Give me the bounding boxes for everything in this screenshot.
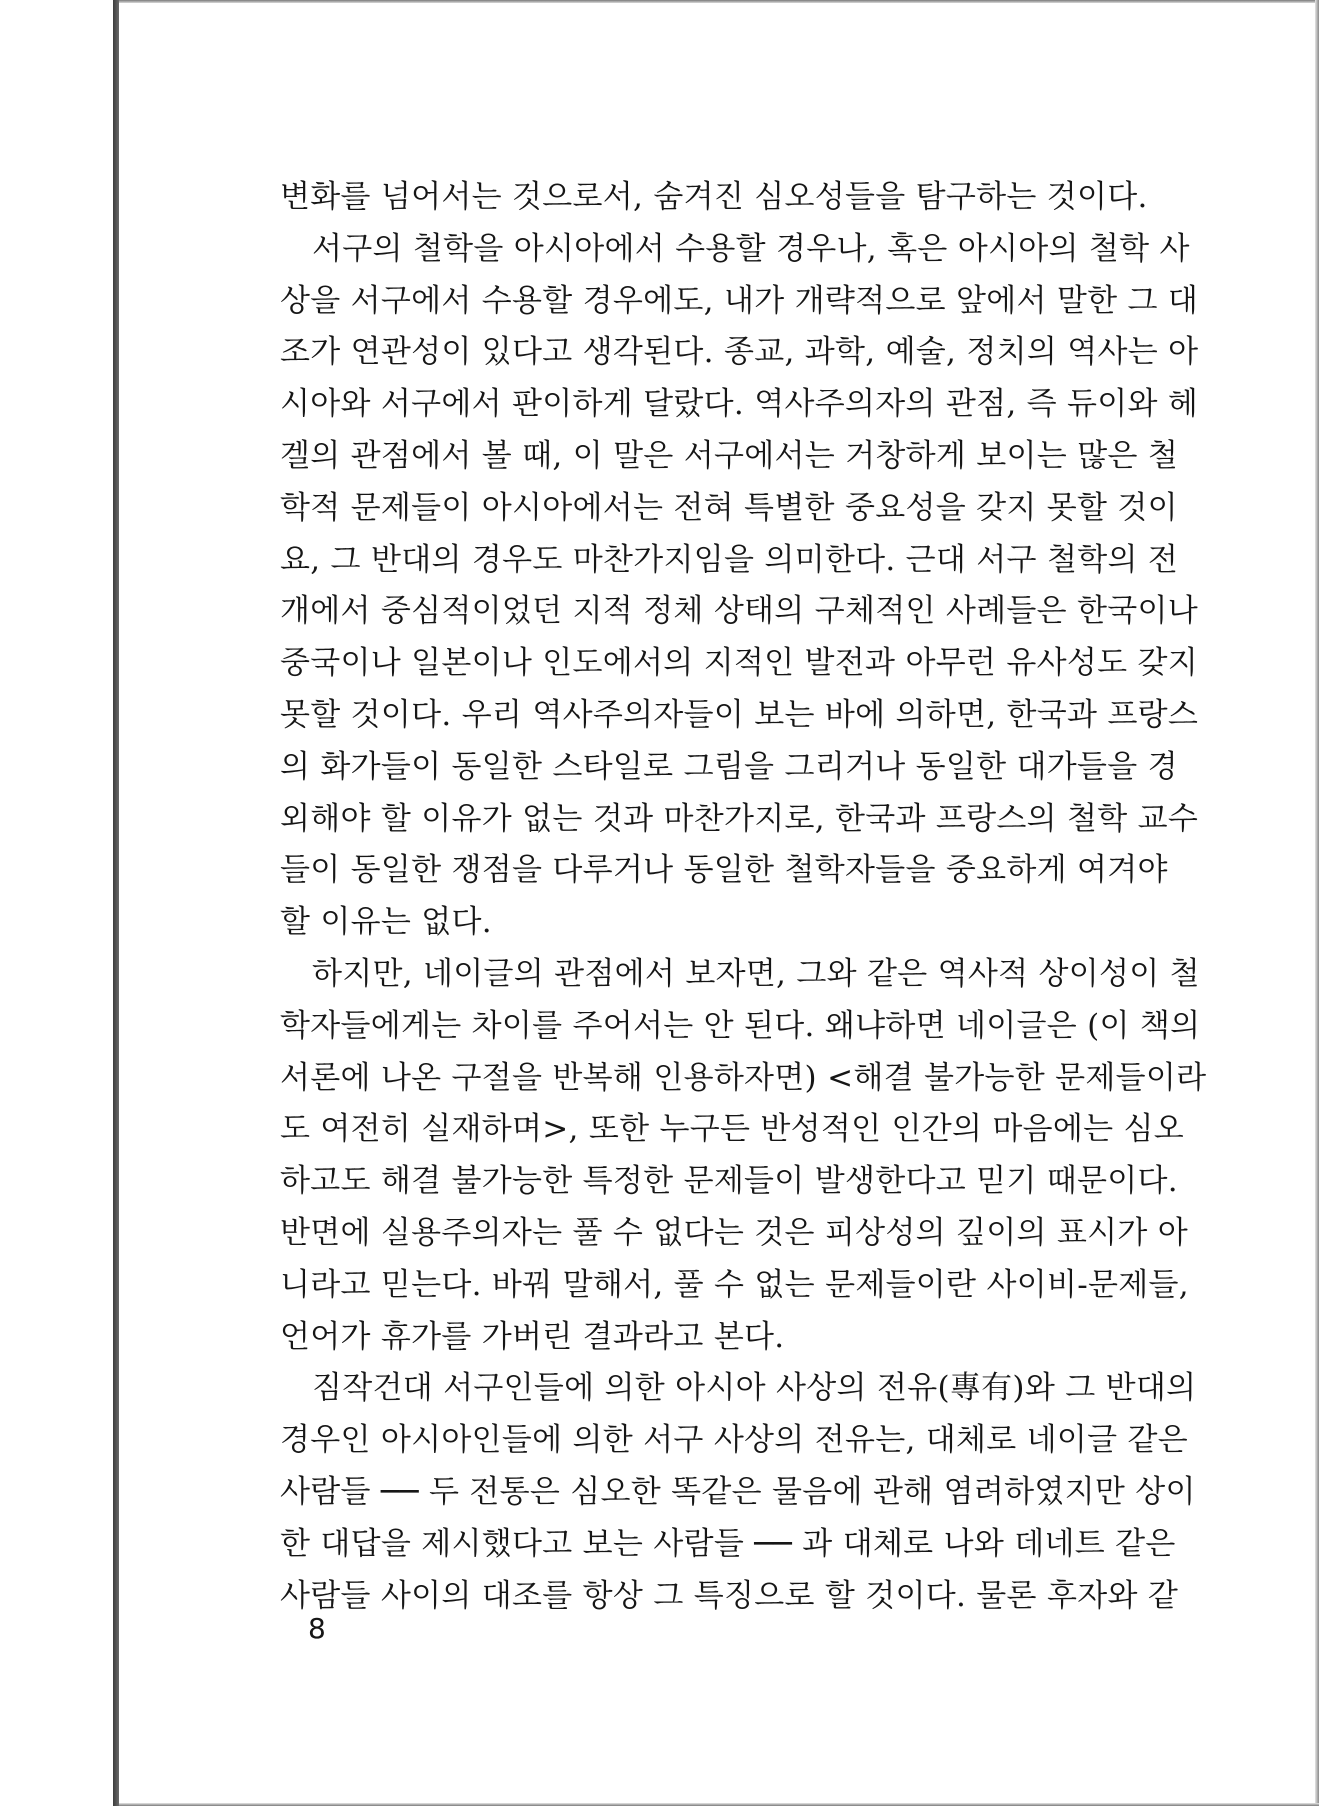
text-line: 들이 동일한 쟁점을 다루거나 동일한 철학자들을 중요하게 여겨야: [280, 852, 1168, 889]
text-line: 시아와 서구에서 판이하게 달랐다. 역사주의자의 관점, 즉 듀이와 헤: [280, 386, 1199, 423]
text-line: 상을 서구에서 수용할 경우에도, 내가 개략적으로 앞에서 말한 그 대: [280, 282, 1199, 319]
text-line: 한 대답을 제시했다고 보는 사람들 ── 과 대체로 나와 데네트 같은: [280, 1525, 1176, 1562]
text-line: 중국이나 일본이나 인도에서의 지적인 발전과 아무런 유사성도 갖지: [280, 645, 1198, 682]
text-line: 사람들 사이의 대조를 항상 그 특징으로 할 것이다. 물론 후자와 같: [280, 1577, 1179, 1614]
text-line: 서구의 철학을 아시아에서 수용할 경우나, 혹은 아시아의 철학 사: [312, 230, 1190, 267]
text-line: 조가 연관성이 있다고 생각된다. 종교, 과학, 예술, 정치의 역사는 아: [280, 334, 1199, 371]
text-line: 짐작건대 서구인들에 의한 아시아 사상의 전유(專有)와 그 반대의: [312, 1370, 1197, 1407]
text-line: 도 여전히 실재하며>, 또한 누구든 반성적인 인간의 마음에는 심오: [280, 1111, 1185, 1148]
text-line: 학자들에게는 차이를 주어서는 안 된다. 왜냐하면 네이글은 (이 책의: [280, 1007, 1201, 1044]
text-line: 못할 것이다. 우리 역사주의자들이 보는 바에 의하면, 한국과 프랑스: [280, 696, 1199, 733]
text-line: 학적 문제들이 아시아에서는 전혀 특별한 중요성을 갖지 못할 것이: [280, 489, 1178, 526]
text-line: 서론에 나온 구절을 반복해 인용하자면) <해결 불가능한 문제들이라: [280, 1059, 1207, 1096]
text-line: 외해야 할 이유가 없는 것과 마찬가지로, 한국과 프랑스의 철학 교수: [280, 800, 1199, 837]
book-spine-shadow: [113, 0, 119, 1806]
text-line: 하지만, 네이글의 관점에서 보자면, 그와 같은 역사적 상이성이 철: [312, 955, 1200, 992]
text-line: 개에서 중심적이었던 지적 정체 상태의 구체적인 사례들은 한국이나: [280, 593, 1198, 630]
text-line: 의 화가들이 동일한 스타일로 그림을 그리거나 동일한 대가들을 경: [280, 748, 1178, 785]
text-line: 언어가 휴가를 가버린 결과라고 본다.: [280, 1318, 785, 1355]
text-line: 겔의 관점에서 볼 때, 이 말은 서구에서는 거창하게 보이는 많은 철: [280, 437, 1179, 474]
text-line: 하고도 해결 불가능한 특정한 문제들이 발생한다고 믿기 때문이다.: [280, 1163, 1178, 1200]
page-right-edge: [1315, 0, 1319, 1806]
text-line: 반면에 실용주의자는 풀 수 없다는 것은 피상성의 깊이의 표시가 아: [280, 1214, 1189, 1251]
text-line: 요, 그 반대의 경우도 마찬가지임을 의미한다. 근대 서구 철학의 전: [280, 541, 1179, 578]
text-line: 할 이유는 없다.: [280, 904, 492, 941]
text-line: 변화를 넘어서는 것으로서, 숨겨진 심오성들을 탐구하는 것이다.: [280, 179, 1148, 215]
text-line: 사람들 ── 두 전통은 심오한 똑같은 물음에 관해 염려하였지만 상이: [280, 1473, 1196, 1510]
page-top-edge: [119, 0, 1319, 3]
text-line: 경우인 아시아인들에 의한 서구 사상의 전유는, 대체로 네이글 같은: [280, 1422, 1189, 1459]
text-line: 니라고 믿는다. 바꿔 말해서, 풀 수 없는 문제들이란 사이비-문제들,: [280, 1266, 1189, 1303]
page-number: 8: [308, 1612, 326, 1645]
page-body-text: [280, 172, 1207, 1622]
